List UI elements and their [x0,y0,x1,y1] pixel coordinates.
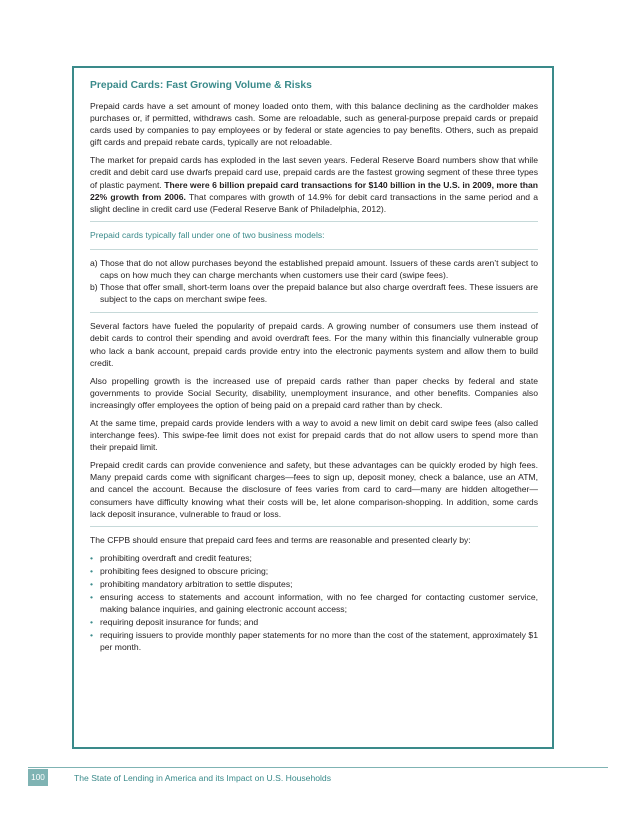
list-item [90,616,538,628]
business-models-list [90,257,538,305]
paragraph-factors: Several factors have fueled the popularity of prepaid cards. A growing number of consumers use them instead of debit cards to control their spending and avoid overdraft fees. For the many within this financially vulnerable group who lack a bank account, prepaid cards provide entry into the electronic payments system and allow them to build credit. [90,321,538,368]
bullet-icon: • [90,592,94,603]
list-item-text: prohibiting overdraft and credit features; [100,552,252,563]
list-item [90,257,538,281]
bullet-icon: • [90,630,94,641]
paragraph-market [90,154,538,214]
list-item [90,281,538,305]
sidebar-title: Prepaid Cards: Fast Growing Volume & Risks [90,80,312,91]
recommendations-list [90,552,538,654]
paragraph-definition: Prepaid cards have a set amount of money loaded onto them, with this balance declining as the cardholder makes purchases or, if permitted, withdraws cash. Some are reloadable, such as general-purpose prepaid cards or prepaid cards used by companies to pay employees or by federal or state agencies to pay benefits. Others, such as prepaid gift cards and prepaid rebate cards, typically are not reloadable. [90,101,538,148]
bullet-icon: • [90,617,94,628]
list-item-text: requiring issuers to provide monthly paper statements for no more than the cost of the statement, approximately $1 per month. [100,630,538,653]
divider [90,221,538,222]
list-item-text: requiring deposit insurance for funds; and [100,617,259,628]
divider [90,526,538,527]
bullet-icon: • [90,552,94,563]
bullet-icon: • [90,579,94,589]
business-models-intro: Prepaid cards typically fall under one of two business models: [90,229,325,240]
sidebar-box [72,66,554,749]
bullet-icon: • [90,565,94,576]
list-item-text: prohibiting mandatory arbitration to settle disputes; [100,579,293,589]
list-item [90,578,538,590]
paragraph-growth: Also propelling growth is the increased use of prepaid cards rather than paper checks by federal and state governments to provide Social Security, disability, unemployment insurance, and other benefits. Companies also increasingly offer employees the option of being paid on a prepaid card rather than by check. [90,375,538,410]
list-item [90,552,538,564]
cfpb-intro: The CFPB should ensure that prepaid card fees and terms are reasonable and presented clearly by: [90,534,471,545]
list-marker: a) [90,257,98,268]
market-text-start: The market for prepaid cards has exploded in the last seven years. Federal Reserve Board numbers show that while credit and debit card use dwarfs prepaid card use, prepaid cards are the fastest growing segment of these three types of plastic payment. [90,155,538,190]
paragraph-fees: Prepaid credit cards can provide convenience and safety, but these advantages can be quickly eroded by high fees. Many prepaid cards come with significant charges—fees to sign up, deposit money, check a balance, use an ATM, and cancel the account. Because the disclosure of fees varies from card to card—many are hidden altogether—consumers have difficulty knowing what their costs will be, let alone comparison-shopping. In addition, some cards lack deposit insurance, vulnerable to fraud or loss. [90,460,538,519]
list-item-text: ensuring access to statements and account information, with no fee charged for contacting customer service, making balance inquiries, and gaining electronic account access; [100,592,538,615]
market-highlight: There were 6 billion prepaid card transactions for $140 billion in the U.S. in 2009, more than 22% growth from 2006. [90,179,538,202]
list-item [90,565,538,577]
divider [90,249,538,250]
list-item-text: Those that do not allow purchases beyond the established prepaid amount. Issuers of these cards aren’t subject to caps on how much they can charge merchants when customers use their card (swipe fees). [100,257,538,281]
list-marker: b) [90,282,98,293]
paragraph-swipe-fees: At the same time, prepaid cards provide lenders with a way to avoid a new limit on debit card swipe fees (also called interchange fees). This swipe-fee limit does not exist for prepaid cards that do not allow users to spend more than their prepaid limit. [90,417,538,453]
list-item-text: Those that offer small, short-term loans over the prepaid balance but also charge overdraft fees. These issuers are subject to the caps on merchant swipe fees. [100,282,538,305]
list-item-text: prohibiting fees designed to obscure pricing; [100,565,269,576]
running-footer-title: The State of Lending in America and its Impact on U.S. Households [74,773,332,783]
page-number: 100 [28,769,48,786]
list-item [90,629,538,653]
divider [90,312,538,313]
list-item [90,591,538,615]
market-text-end: That compares with growth of 14.9% for debit card transactions in the same period and a slight decline in credit card use (Federal Reserve Bank of Philadelphia, 2012). [90,191,538,214]
footer-rule [28,767,608,768]
